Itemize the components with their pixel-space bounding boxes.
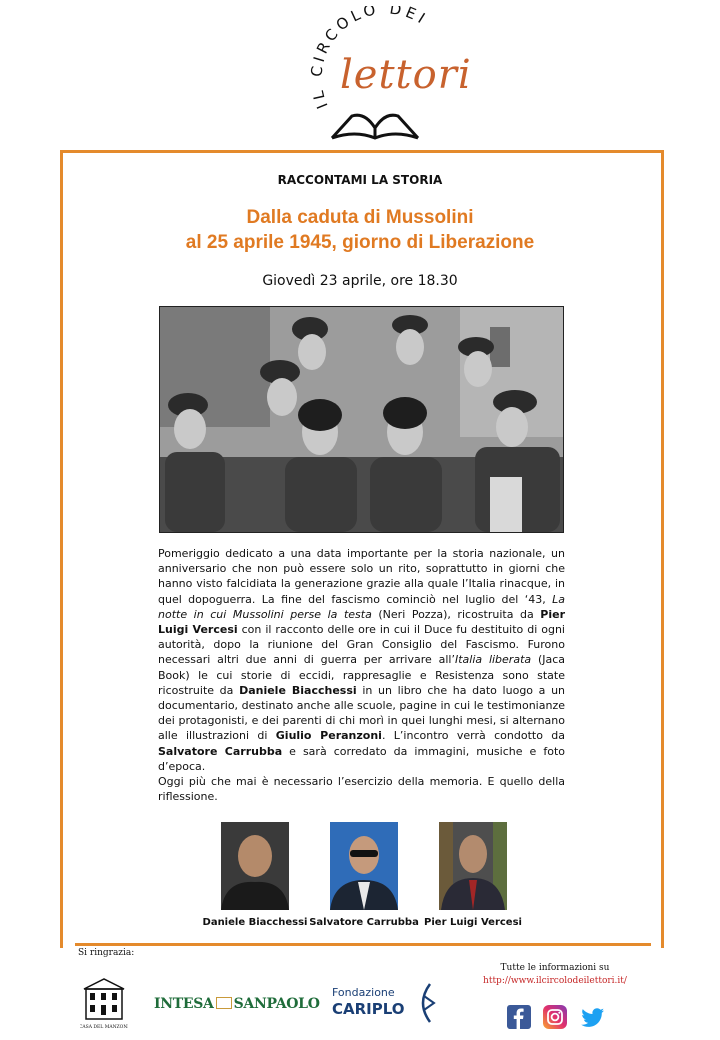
cariplo-line2: CARIPLO bbox=[332, 1000, 405, 1018]
frame-divider bbox=[75, 943, 651, 946]
desc-text: Pomeriggio dedicato a una data importante per la storia nazionale, un anniversario che non può essere solo un rito, soprattutto in giorni che hanno visto falcidiata la generazione grazie alla quale l’Italia rinacque, in quel dopoguerra. La fine del fascismo cominciò nel luglio del ‘43, bbox=[158, 547, 565, 606]
desc-text: in un libro che ha dato luogo a un documentario, destinato anche alle scuole, pagine in cui le testimonianze dei protagonisti, e dei parenti di chi morì in quei lunghi mesi, si alternano alle illustrazioni di bbox=[158, 683, 566, 743]
speaker-card bbox=[418, 822, 528, 928]
book-title: Italia liberata bbox=[454, 653, 532, 667]
book-icon bbox=[332, 115, 418, 138]
instagram-icon[interactable] bbox=[543, 1005, 567, 1029]
speaker-name: Salvatore Carrubba bbox=[309, 917, 419, 928]
sanpaolo-text: SANPAOLO bbox=[233, 996, 320, 1012]
logo-word: lettori bbox=[340, 52, 472, 98]
author-name: Pier Luigi Vercesi bbox=[158, 607, 566, 637]
book-title: La notte in cui Mussolini perse la testa bbox=[158, 592, 565, 621]
event-date: Giovedì 23 aprile, ore 18.30 bbox=[262, 273, 458, 289]
logo-arc-text: IL CIRCOLO DEI bbox=[307, 6, 432, 112]
desc-text: (Jaca Book) le cui storie di eccidi, rappresaglie e Resistenza sono state ricostruite da bbox=[158, 653, 566, 697]
fondazione-cariplo-logo[interactable] bbox=[332, 986, 432, 1026]
desc-text: (Neri Pozza), ricostruita da bbox=[371, 607, 541, 621]
cariplo-line1: Fondazione bbox=[332, 986, 395, 999]
speaker-name: Daniele Biacchessi bbox=[202, 917, 308, 928]
speaker-portrait bbox=[439, 822, 507, 910]
event-kicker: RACCONTAMI LA STORIA bbox=[277, 173, 443, 187]
info-url-link[interactable]: http://www.ilcircolodeilettori.it/ bbox=[483, 976, 627, 986]
event-title bbox=[0, 205, 720, 255]
casa-manzoni-caption: CASA DEL MANZONI bbox=[80, 1025, 128, 1030]
facebook-icon[interactable] bbox=[507, 1005, 531, 1029]
liberation-photo bbox=[159, 306, 564, 533]
event-description bbox=[158, 546, 565, 804]
intesa-sanpaolo-logo[interactable] bbox=[154, 996, 320, 1012]
intesa-mark-icon bbox=[216, 997, 232, 1009]
speaker-card bbox=[309, 822, 419, 928]
moderator-name: Salvatore Carrubba bbox=[158, 744, 283, 758]
thanks-label: Si ringrazia: bbox=[78, 948, 135, 958]
casa-manzoni-logo[interactable] bbox=[80, 975, 128, 1031]
event-title-line2: al 25 aprile 1945, giorno di Liberazione bbox=[185, 232, 535, 253]
author-name: Daniele Biacchessi bbox=[239, 683, 357, 697]
speaker-portrait bbox=[221, 822, 289, 910]
info-label: Tutte le informazioni su bbox=[500, 963, 610, 973]
speaker-portrait bbox=[330, 822, 398, 910]
cariplo-mark-icon bbox=[412, 982, 436, 1024]
event-title-line1: Dalla caduta di Mussolini bbox=[246, 207, 474, 228]
desc-text: . L’incontro verrà condotto da bbox=[381, 729, 566, 743]
intesa-text: INTESA bbox=[154, 996, 214, 1012]
speaker-card bbox=[200, 822, 310, 928]
desc-text: e sarà corredato da immagini, musiche e foto d’epoca. bbox=[158, 744, 565, 773]
illustrator-name: Giulio Peranzoni bbox=[275, 729, 382, 743]
closing-paragraph: Oggi più che mai è necessario l’esercizio della memoria. E quello della riflessione. bbox=[158, 775, 565, 804]
logo bbox=[280, 6, 470, 146]
desc-text: con il racconto delle ore in cui il Duce fu destituito di ogni autorità, dopo la riunione del Gran Consiglio del Fascismo. Furono necessari altri due anni di guerra per arrivare all’ bbox=[158, 623, 565, 667]
twitter-icon[interactable] bbox=[581, 1005, 605, 1029]
speaker-name: Pier Luigi Vercesi bbox=[424, 917, 522, 928]
